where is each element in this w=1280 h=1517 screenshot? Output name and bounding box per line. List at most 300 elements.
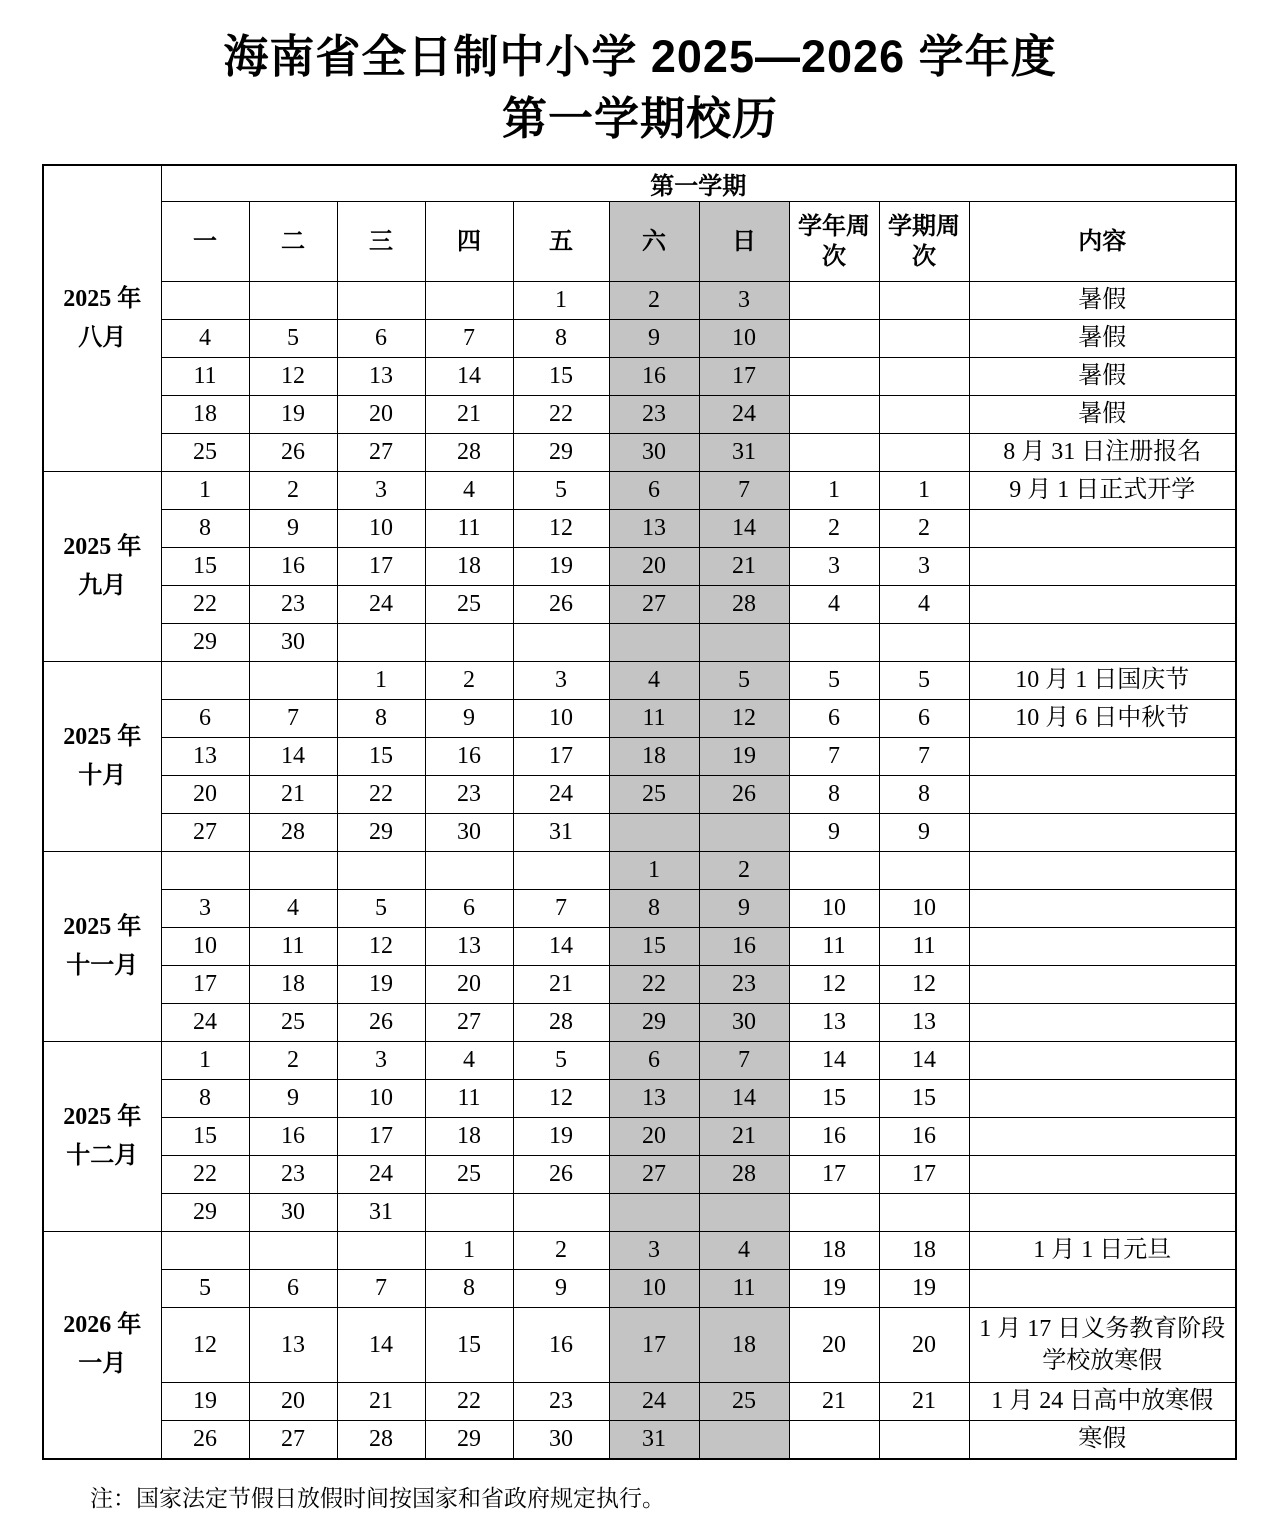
day-cell: 19 [337,966,425,1004]
day-cell: 26 [249,434,337,472]
day-cell: 9 [425,700,513,738]
day-cell: 20 [249,1383,337,1421]
year-week-cell: 20 [789,1308,879,1383]
day-cell: 23 [609,396,699,434]
day-cell: 19 [161,1383,249,1421]
day-cell [425,624,513,662]
day-cell: 18 [425,1118,513,1156]
day-cell [425,282,513,320]
month-cell [43,1232,161,1459]
day-cell: 5 [699,662,789,700]
day-cell: 26 [513,1156,609,1194]
semester-week-cell [879,396,969,434]
day-cell: 4 [161,320,249,358]
semester-week-cell: 17 [879,1156,969,1194]
title-line1: 海南省全日制中小学 2025—2026 学年度 [223,31,1057,82]
day-cell: 11 [609,700,699,738]
day-cell: 29 [161,1194,249,1232]
year-week-cell [789,1194,879,1232]
day-cell: 21 [699,548,789,586]
day-cell: 22 [513,396,609,434]
day-cell: 2 [609,282,699,320]
calendar-row [43,662,1236,700]
col-header-tue: 二 [249,202,337,282]
semester-week-cell [879,434,969,472]
day-cell: 6 [609,1042,699,1080]
day-cell: 12 [513,510,609,548]
day-cell: 31 [337,1194,425,1232]
semester-week-cell: 20 [879,1308,969,1383]
day-cell: 24 [699,396,789,434]
calendar-row [43,928,1236,966]
day-cell: 6 [425,890,513,928]
day-cell: 4 [425,1042,513,1080]
semester-week-cell: 15 [879,1080,969,1118]
day-cell: 8 [513,320,609,358]
calendar-row [43,1383,1236,1421]
day-cell: 6 [609,472,699,510]
calendar-row [43,282,1236,320]
month-label-year: 2025 年 [63,534,142,561]
month-label-year: 2026 年 [63,1312,142,1339]
day-cell: 18 [609,738,699,776]
day-cell: 5 [161,1270,249,1308]
semester-week-cell [879,624,969,662]
day-cell: 14 [425,358,513,396]
day-cell: 10 [337,510,425,548]
day-cell: 25 [249,1004,337,1042]
day-cell: 11 [699,1270,789,1308]
day-cell: 27 [161,814,249,852]
semester-week-cell: 16 [879,1118,969,1156]
day-cell: 27 [609,586,699,624]
day-cell: 29 [609,1004,699,1042]
day-cell: 13 [425,928,513,966]
calendar-row [43,776,1236,814]
day-cell: 20 [161,776,249,814]
day-cell: 22 [161,586,249,624]
day-cell [161,662,249,700]
year-week-cell: 6 [789,700,879,738]
content-cell: 暑假 [969,358,1236,396]
day-cell [699,814,789,852]
day-cell: 9 [249,1080,337,1118]
content-cell: 暑假 [969,396,1236,434]
day-cell: 22 [337,776,425,814]
year-week-cell [789,320,879,358]
content-cell: 9 月 1 日正式开学 [969,472,1236,510]
day-cell: 5 [513,1042,609,1080]
col-header-thu: 四 [425,202,513,282]
content-cell [969,624,1236,662]
month-cell [43,1042,161,1232]
day-cell [699,1194,789,1232]
day-cell: 24 [513,776,609,814]
content-cell [969,852,1236,890]
day-cell: 22 [425,1383,513,1421]
day-cell: 9 [699,890,789,928]
document-title [0,0,1280,150]
year-week-cell: 5 [789,662,879,700]
calendar-row [43,1194,1236,1232]
day-cell: 21 [425,396,513,434]
semester-week-cell: 19 [879,1270,969,1308]
calendar-row [43,434,1236,472]
day-cell: 31 [513,814,609,852]
day-cell: 8 [337,700,425,738]
semester-week-cell: 4 [879,586,969,624]
day-cell: 10 [699,320,789,358]
semester-week-cell: 18 [879,1232,969,1270]
month-label-year: 2025 年 [63,1104,142,1131]
day-cell: 14 [513,928,609,966]
year-week-cell: 15 [789,1080,879,1118]
day-cell: 20 [609,1118,699,1156]
day-cell: 2 [249,1042,337,1080]
content-cell: 寒假 [969,1421,1236,1459]
day-cell: 8 [161,510,249,548]
day-cell: 11 [161,358,249,396]
day-cell: 26 [161,1421,249,1459]
semester-week-cell: 13 [879,1004,969,1042]
day-cell: 5 [337,890,425,928]
month-label-month: 八月 [78,324,127,351]
day-cell: 20 [337,396,425,434]
col-header-sun: 日 [699,202,789,282]
day-cell: 1 [337,662,425,700]
day-cell: 8 [161,1080,249,1118]
day-cell: 1 [161,1042,249,1080]
calendar-row [43,1421,1236,1459]
semester-week-cell: 21 [879,1383,969,1421]
semester-week-cell: 9 [879,814,969,852]
day-cell: 28 [699,1156,789,1194]
day-cell: 23 [249,1156,337,1194]
day-cell: 19 [249,396,337,434]
content-cell: 1 月 1 日元旦 [969,1232,1236,1270]
col-header-year-week: 学年周次 [789,202,879,282]
day-cell: 18 [699,1308,789,1383]
day-cell: 11 [249,928,337,966]
month-label-month: 十一月 [66,952,139,979]
day-cell: 10 [161,928,249,966]
day-cell: 15 [513,358,609,396]
day-cell: 25 [699,1383,789,1421]
day-cell: 4 [425,472,513,510]
day-cell: 1 [609,852,699,890]
content-cell [969,1004,1236,1042]
day-cell: 3 [337,472,425,510]
day-cell [337,282,425,320]
semester-header: 第一学期 [161,165,1236,202]
day-cell: 12 [513,1080,609,1118]
day-cell: 25 [425,586,513,624]
day-cell: 27 [425,1004,513,1042]
calendar-row [43,358,1236,396]
content-cell [969,1156,1236,1194]
day-cell [337,624,425,662]
year-week-cell [789,358,879,396]
day-cell: 25 [425,1156,513,1194]
calendar-row [43,624,1236,662]
day-cell: 29 [161,624,249,662]
month-label-month: 一月 [78,1350,127,1377]
year-week-cell: 13 [789,1004,879,1042]
year-week-cell: 12 [789,966,879,1004]
year-week-cell [789,624,879,662]
year-week-cell: 21 [789,1383,879,1421]
day-cell: 4 [609,662,699,700]
day-cell: 28 [513,1004,609,1042]
content-cell [969,890,1236,928]
semester-week-cell: 5 [879,662,969,700]
month-cell [43,472,161,662]
year-week-cell: 19 [789,1270,879,1308]
day-cell: 3 [337,1042,425,1080]
day-cell: 18 [161,396,249,434]
day-cell: 14 [337,1308,425,1383]
day-cell: 7 [249,700,337,738]
month-cell [43,662,161,852]
day-cell: 6 [249,1270,337,1308]
day-cell: 28 [249,814,337,852]
day-cell: 15 [161,548,249,586]
day-cell [337,1232,425,1270]
day-cell: 27 [337,434,425,472]
day-cell: 10 [513,700,609,738]
month-label-month: 十月 [78,762,127,789]
day-cell: 7 [699,472,789,510]
year-week-cell [789,1421,879,1459]
content-cell [969,586,1236,624]
calendar-row [43,890,1236,928]
calendar-row [43,738,1236,776]
day-cell [425,852,513,890]
day-cell: 30 [249,624,337,662]
year-week-cell: 10 [789,890,879,928]
semester-week-cell: 6 [879,700,969,738]
year-week-cell: 14 [789,1042,879,1080]
day-cell [609,1194,699,1232]
content-cell [969,1080,1236,1118]
col-header-content: 内容 [969,202,1236,282]
semester-week-cell: 7 [879,738,969,776]
day-cell: 15 [609,928,699,966]
day-cell [337,852,425,890]
semester-week-cell: 12 [879,966,969,1004]
day-cell: 22 [161,1156,249,1194]
day-cell: 27 [609,1156,699,1194]
day-cell: 29 [425,1421,513,1459]
day-cell: 7 [425,320,513,358]
semester-week-cell: 11 [879,928,969,966]
day-cell: 15 [337,738,425,776]
day-cell: 9 [249,510,337,548]
day-cell: 28 [337,1421,425,1459]
calendar-row [43,1308,1236,1383]
day-cell: 23 [699,966,789,1004]
day-cell: 27 [249,1421,337,1459]
day-cell: 4 [699,1232,789,1270]
day-cell: 12 [337,928,425,966]
calendar-row [43,814,1236,852]
day-cell: 2 [249,472,337,510]
semester-week-cell: 10 [879,890,969,928]
calendar-row [43,320,1236,358]
year-week-cell: 11 [789,928,879,966]
content-cell [969,966,1236,1004]
day-cell: 15 [161,1118,249,1156]
day-cell: 24 [337,586,425,624]
day-cell: 12 [699,700,789,738]
day-cell: 19 [513,548,609,586]
calendar-row [43,1004,1236,1042]
content-cell [969,1118,1236,1156]
day-cell: 22 [609,966,699,1004]
content-cell [969,1270,1236,1308]
day-cell: 20 [425,966,513,1004]
year-week-cell: 2 [789,510,879,548]
calendar-table [42,164,1237,1460]
footnote: 注：国家法定节假日放假时间按国家和省政府规定执行。 [90,1485,665,1511]
calendar-row [43,1232,1236,1270]
day-cell: 17 [337,548,425,586]
calendar-row [43,510,1236,548]
day-cell: 12 [161,1308,249,1383]
day-cell: 7 [337,1270,425,1308]
day-cell: 14 [699,1080,789,1118]
day-cell: 9 [609,320,699,358]
day-cell [249,662,337,700]
day-cell: 24 [161,1004,249,1042]
day-cell [699,1421,789,1459]
semester-week-cell: 8 [879,776,969,814]
year-week-cell [789,434,879,472]
year-week-cell: 9 [789,814,879,852]
day-cell: 26 [513,586,609,624]
year-week-cell: 7 [789,738,879,776]
day-cell [161,1232,249,1270]
content-cell: 暑假 [969,320,1236,358]
semester-week-cell [879,358,969,396]
day-cell: 8 [425,1270,513,1308]
col-header-fri: 五 [513,202,609,282]
day-cell: 2 [513,1232,609,1270]
day-cell: 30 [609,434,699,472]
semester-week-cell [879,282,969,320]
day-cell: 28 [425,434,513,472]
month-label-year: 2025 年 [63,914,142,941]
semester-week-cell [879,852,969,890]
year-week-cell [789,282,879,320]
calendar-row [43,700,1236,738]
day-cell: 23 [249,586,337,624]
content-cell: 暑假 [969,282,1236,320]
month-label-year: 2025 年 [63,286,142,313]
day-cell: 2 [699,852,789,890]
day-cell: 30 [699,1004,789,1042]
year-week-cell: 4 [789,586,879,624]
semester-week-cell: 2 [879,510,969,548]
content-cell [969,814,1236,852]
day-cell: 3 [513,662,609,700]
col-header-mon: 一 [161,202,249,282]
year-week-cell [789,852,879,890]
day-cell: 15 [425,1308,513,1383]
day-cell: 17 [161,966,249,1004]
semester-week-cell: 1 [879,472,969,510]
month-cell [43,165,161,472]
day-cell: 28 [699,586,789,624]
calendar-row [43,472,1236,510]
day-cell: 2 [425,662,513,700]
content-cell: 10 月 1 日国庆节 [969,662,1236,700]
calendar-row [43,1118,1236,1156]
day-cell: 7 [513,890,609,928]
day-cell: 25 [609,776,699,814]
day-cell: 21 [249,776,337,814]
day-cell: 11 [425,1080,513,1118]
content-cell [969,548,1236,586]
day-cell: 23 [425,776,513,814]
day-cell: 26 [699,776,789,814]
content-cell [969,1042,1236,1080]
day-cell: 24 [609,1383,699,1421]
day-cell: 30 [513,1421,609,1459]
semester-week-cell: 3 [879,548,969,586]
day-cell: 19 [513,1118,609,1156]
calendar-row [43,586,1236,624]
year-week-cell: 17 [789,1156,879,1194]
semester-week-cell [879,320,969,358]
day-cell: 5 [513,472,609,510]
day-cell: 25 [161,434,249,472]
day-cell: 16 [513,1308,609,1383]
semester-week-cell [879,1421,969,1459]
day-cell: 31 [609,1421,699,1459]
day-cell [249,282,337,320]
semester-week-cell: 14 [879,1042,969,1080]
day-cell: 3 [699,282,789,320]
day-cell: 3 [609,1232,699,1270]
calendar-row [43,548,1236,586]
year-week-cell: 16 [789,1118,879,1156]
content-cell: 1 月 17 日义务教育阶段学校放寒假 [969,1308,1236,1383]
day-cell: 13 [161,738,249,776]
day-cell: 26 [337,1004,425,1042]
day-cell: 3 [161,890,249,928]
day-cell [513,1194,609,1232]
day-cell: 30 [425,814,513,852]
col-header-wed: 三 [337,202,425,282]
day-cell [161,282,249,320]
day-cell: 16 [609,358,699,396]
day-cell: 1 [513,282,609,320]
day-cell: 29 [513,434,609,472]
day-cell: 13 [337,358,425,396]
semester-week-cell [879,1194,969,1232]
day-cell [249,1232,337,1270]
month-label-month: 九月 [78,572,127,599]
day-cell: 21 [699,1118,789,1156]
month-label-year: 2025 年 [63,724,142,751]
day-cell: 21 [513,966,609,1004]
day-cell [161,852,249,890]
content-cell [969,1194,1236,1232]
year-week-cell [789,396,879,434]
day-cell: 31 [699,434,789,472]
day-cell [425,1194,513,1232]
